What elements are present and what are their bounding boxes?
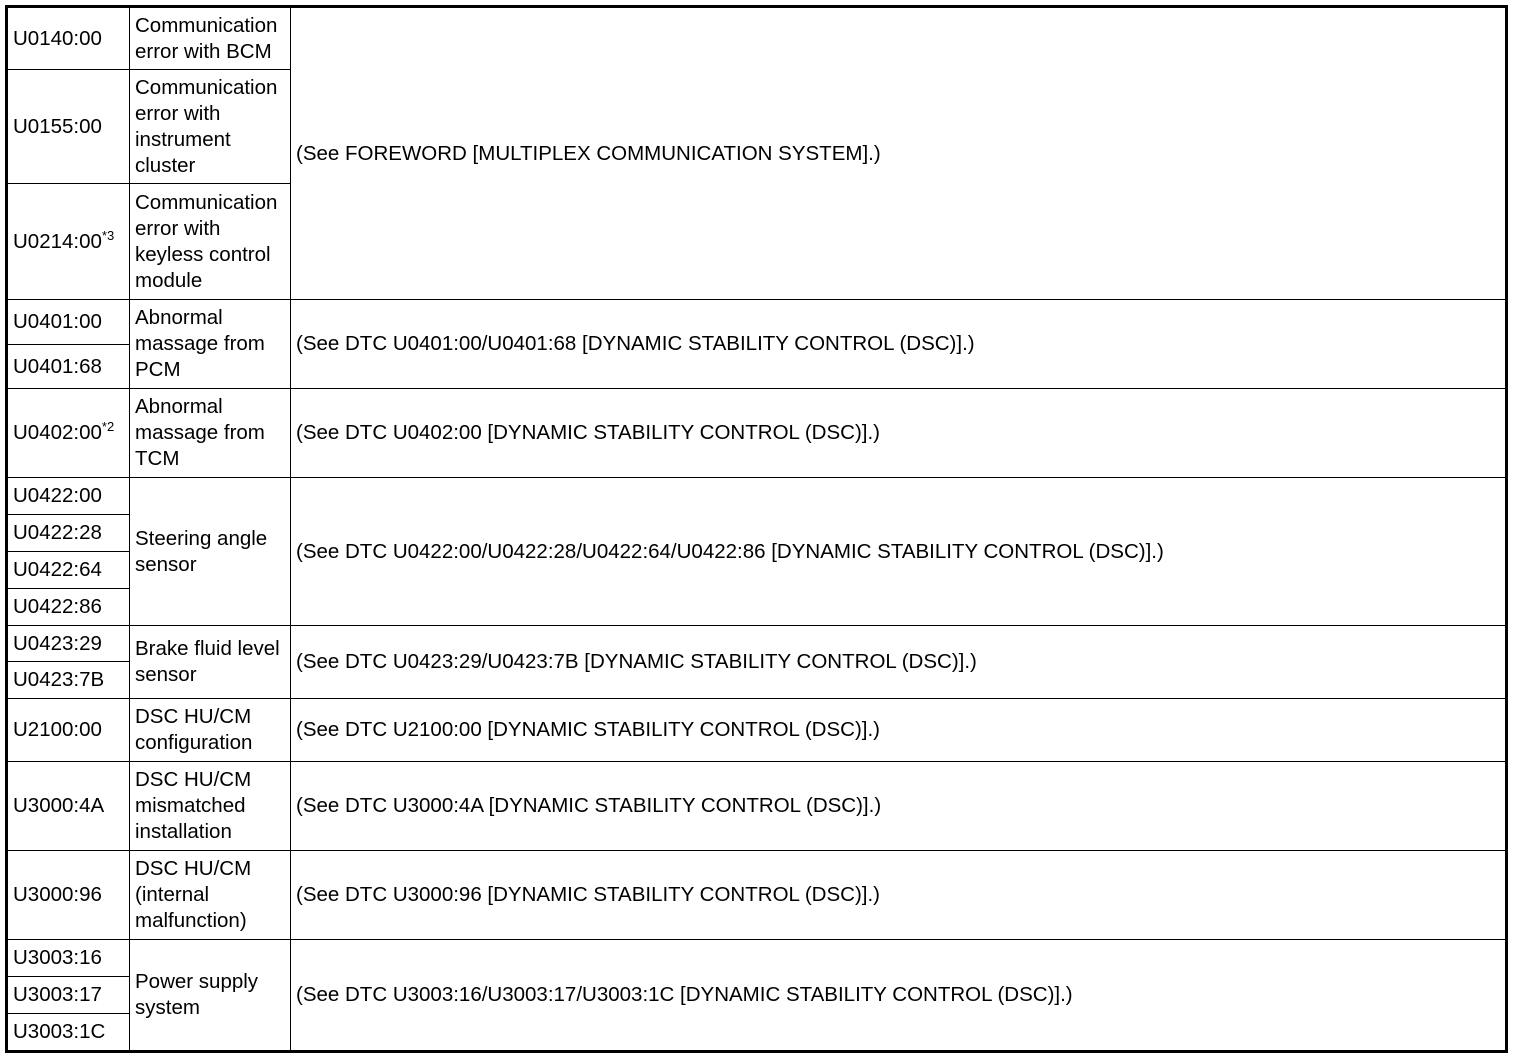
- dtc-reference: (See DTC U3000:96 [DYNAMIC STABILITY CONTROL (DSC)].): [291, 851, 1507, 940]
- dtc-code-cell: [7, 70, 130, 184]
- dtc-reference: (See DTC U0402:00 [DYNAMIC STABILITY CONTROL (DSC)].): [291, 389, 1507, 478]
- dtc-code: U0402:00: [13, 421, 102, 444]
- dtc-code: U0401:00: [13, 310, 102, 333]
- dtc-code-cell: [7, 300, 130, 345]
- table-row: [7, 478, 1507, 515]
- dtc-code-cell: [7, 552, 130, 589]
- dtc-code: U0423:29: [13, 631, 102, 655]
- dtc-code-cell: [7, 7, 130, 70]
- dtc-description: Communication error with BCM: [130, 7, 291, 70]
- dtc-code: U3003:17: [13, 983, 102, 1006]
- dtc-code-cell: [7, 762, 130, 851]
- dtc-table: [5, 5, 1508, 1053]
- footnote-marker: *2: [101, 419, 115, 434]
- dtc-description: Abnormal massage from PCM: [130, 300, 291, 389]
- dtc-code: U3003:1C: [13, 1020, 106, 1043]
- dtc-code-cell: [7, 940, 130, 977]
- dtc-description: DSC HU/CM mismatched installation: [130, 762, 291, 851]
- dtc-code: U0422:86: [13, 595, 102, 618]
- dtc-code: U0422:28: [13, 521, 102, 544]
- dtc-reference: (See FOREWORD [MULTIPLEX COMMUNICATION SYSTEM].): [291, 7, 1507, 300]
- dtc-description: Brake fluid level sensor: [130, 626, 291, 699]
- dtc-code: U0423:7B: [13, 668, 105, 691]
- dtc-code-cell: [7, 851, 130, 940]
- dtc-code-cell: [7, 662, 130, 699]
- table-row: [7, 7, 1507, 70]
- dtc-code-cell: [7, 1014, 130, 1052]
- dtc-code-cell: [7, 515, 130, 552]
- table-row: [7, 389, 1507, 478]
- dtc-code: U0401:68: [13, 354, 102, 378]
- table-row: [7, 300, 1507, 345]
- table-row: [7, 699, 1507, 762]
- dtc-description: DSC HU/CM (internal malfunction): [130, 851, 291, 940]
- dtc-description: DSC HU/CM configuration: [130, 699, 291, 762]
- dtc-description: Power supply system: [130, 940, 291, 1052]
- dtc-description: Steering angle sensor: [130, 478, 291, 626]
- dtc-description: Communication error with keyless control module: [130, 184, 291, 300]
- dtc-description: Communication error with instrument cluster: [130, 70, 291, 184]
- dtc-reference: (See DTC U0422:00/U0422:28/U0422:64/U0422:86 [DYNAMIC STABILITY CONTROL (DSC)].): [291, 478, 1507, 626]
- dtc-code: U0214:00: [13, 229, 102, 253]
- table-row: [7, 940, 1507, 977]
- dtc-code-cell: [7, 589, 130, 626]
- dtc-code: U3000:96: [13, 883, 102, 906]
- dtc-reference: (See DTC U0401:00/U0401:68 [DYNAMIC STABILITY CONTROL (DSC)].): [291, 300, 1507, 389]
- dtc-code: U3003:16: [13, 946, 102, 969]
- dtc-code: U0422:64: [13, 558, 102, 581]
- table-row: [7, 762, 1507, 851]
- dtc-code-cell: [7, 345, 130, 389]
- dtc-reference: (See DTC U0423:29/U0423:7B [DYNAMIC STABILITY CONTROL (DSC)].): [291, 626, 1507, 699]
- dtc-description: Abnormal massage from TCM: [130, 389, 291, 478]
- dtc-code: U3000:4A: [13, 794, 105, 817]
- dtc-code: U0140:00: [13, 26, 102, 50]
- footnote-marker: *3: [101, 227, 115, 243]
- dtc-code-cell: [7, 184, 130, 300]
- dtc-code-cell: [7, 389, 130, 478]
- dtc-reference: (See DTC U3003:16/U3003:17/U3003:1C [DYNAMIC STABILITY CONTROL (DSC)].): [291, 940, 1507, 1052]
- dtc-code: U2100:00: [13, 718, 102, 741]
- dtc-code-cell: [7, 699, 130, 762]
- table-row: [7, 851, 1507, 940]
- dtc-code-cell: [7, 977, 130, 1014]
- dtc-reference: (See DTC U3000:4A [DYNAMIC STABILITY CONTROL (DSC)].): [291, 762, 1507, 851]
- dtc-code-cell: [7, 626, 130, 662]
- dtc-code-cell: [7, 478, 130, 515]
- dtc-reference: (See DTC U2100:00 [DYNAMIC STABILITY CONTROL (DSC)].): [291, 699, 1507, 762]
- dtc-code: U0422:00: [13, 484, 102, 507]
- dtc-code: U0155:00: [13, 114, 102, 138]
- table-row: [7, 626, 1507, 662]
